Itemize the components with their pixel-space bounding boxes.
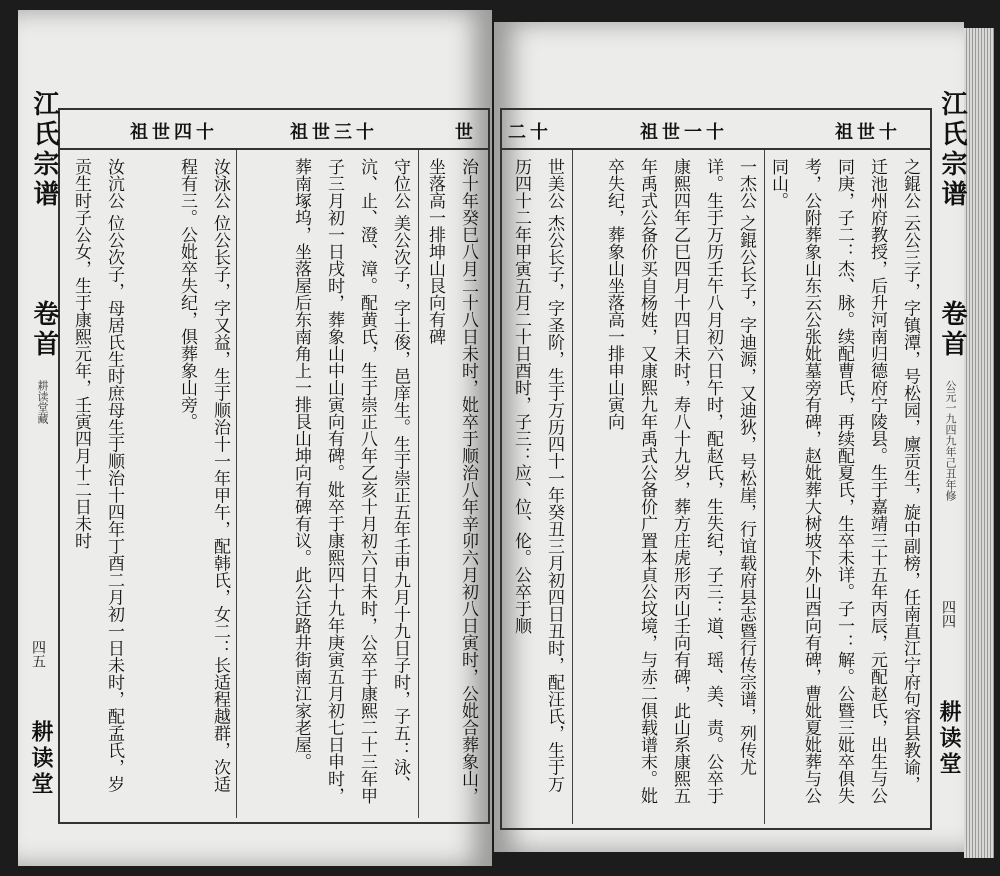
left-folio: 四五 [30, 640, 46, 668]
left-header-gen-14: 祖世四十 [130, 122, 218, 143]
right-margin-title: 江氏宗谱 [937, 90, 967, 210]
genealogy-entry: 汝沆公 位公次子，母居氏生时庶母生于顺治十四年丁酉二月初一日未时，配孟氏，岁贡生时子公女，生于康熙元年，壬寅四月十二日未时 [71, 158, 124, 793]
left-margin-sub: 耕读堂藏 [36, 380, 49, 424]
right-header-gen-10: 祖世十 [835, 122, 901, 143]
right-header-gen-11: 祖世一十 [640, 122, 728, 143]
right-header-rule [500, 148, 930, 150]
genealogy-entry: 治十年癸巳八月二十八日未时，妣卒于顺治八年辛卯六月初八日寅时，公妣合葬象山，坐落高一排坤山艮向有碑 [425, 158, 478, 804]
genealogy-entry: 守位公 美公次子，字士俊，邑庠生。生于崇正五年壬申九月十九日子时，子五：泳、沆、止、澄、漳。配黄氏，生于崇正八年乙亥十月初六日未时，公卒于康熙二十三年甲子三月初一日戌时，葬象山中山寅向有碑。妣卒于康熙四十九年庚寅五月初七日申时，葬南塚坞，坐落屋后东南角上一排艮山坤向有碑有议。此公迁路井街南江家老屋。 [291, 158, 410, 804]
left-col-divider-1 [236, 150, 237, 818]
left-margin-title: 江氏宗谱 [29, 90, 59, 210]
right-col-divider-1 [572, 150, 573, 824]
right-header-gen-12: 二十 [508, 122, 552, 143]
left-header-gen-13: 祖世三十 [290, 122, 378, 143]
left-header-rule [58, 148, 488, 150]
right-margin-sub: 公元一九四九年己丑年修 [944, 380, 957, 501]
right-col-divider-2 [764, 150, 765, 824]
right-folio: 四四 [940, 600, 956, 628]
right-margin-volume: 卷首 [937, 300, 967, 360]
left-hall: 耕读堂 [28, 720, 54, 798]
left-col-divider-2 [418, 150, 419, 818]
genealogy-entry: 之錕公 云公三子，字镇潭，号松园，廪贡生，旋中副榜，任南直江宁府句容县教谕，迁池州府教授，后升河南归德府宁陵县。生于嘉靖三十五年丙辰，元配赵氏，出生与公同庚，子二：杰、脉。续配曹氏，再续配夏氏，生卒未详。子一：解。公暨三妣卒俱失考，公附葬象山东云公张妣墓旁有碑，赵妣葬大树坡下外山酉向有碑，曹妣夏妣葬与公同山。 [768, 158, 920, 804]
genealogy-entry: 一杰公 之錕公长子，字迪源，又迪狄，号松崖，行谊载府县志暨行传宗谱，列传尤详。生于万历壬午八月初六日午时，配赵氏，生失纪，子三：道、瑶、美、责。公卒于康熙四年乙巳四月十四日未时，寿八十九岁，葬方庄虎形丙山壬向有碑，此山系康熙五年禹式公备价买自杨姓，又康熙九年禹式公备价广置本貞公坟境，与赤二俱载谱末。妣卒失纪，葬象山坐落高一排申山寅向 [604, 158, 756, 804]
left-header-gen-12: 世 [455, 122, 477, 143]
left-margin-volume: 卷首 [29, 300, 59, 360]
right-hall: 耕读堂 [936, 700, 962, 778]
genealogy-entry: 世美公 杰公长子，字圣阶，生于万历四十一年癸丑三月初四日丑时，配汪氏，生于万历四十二年甲寅五月二十日酉时，子三：应、位、伦。公卒于顺 [511, 158, 564, 793]
genealogy-entry: 汝泳公 位公长子，字又益，生于顺治十一年甲午，配韩氏，女二：长适程越群，次适程有三。公妣卒失纪，俱葬象山旁。 [177, 158, 230, 793]
